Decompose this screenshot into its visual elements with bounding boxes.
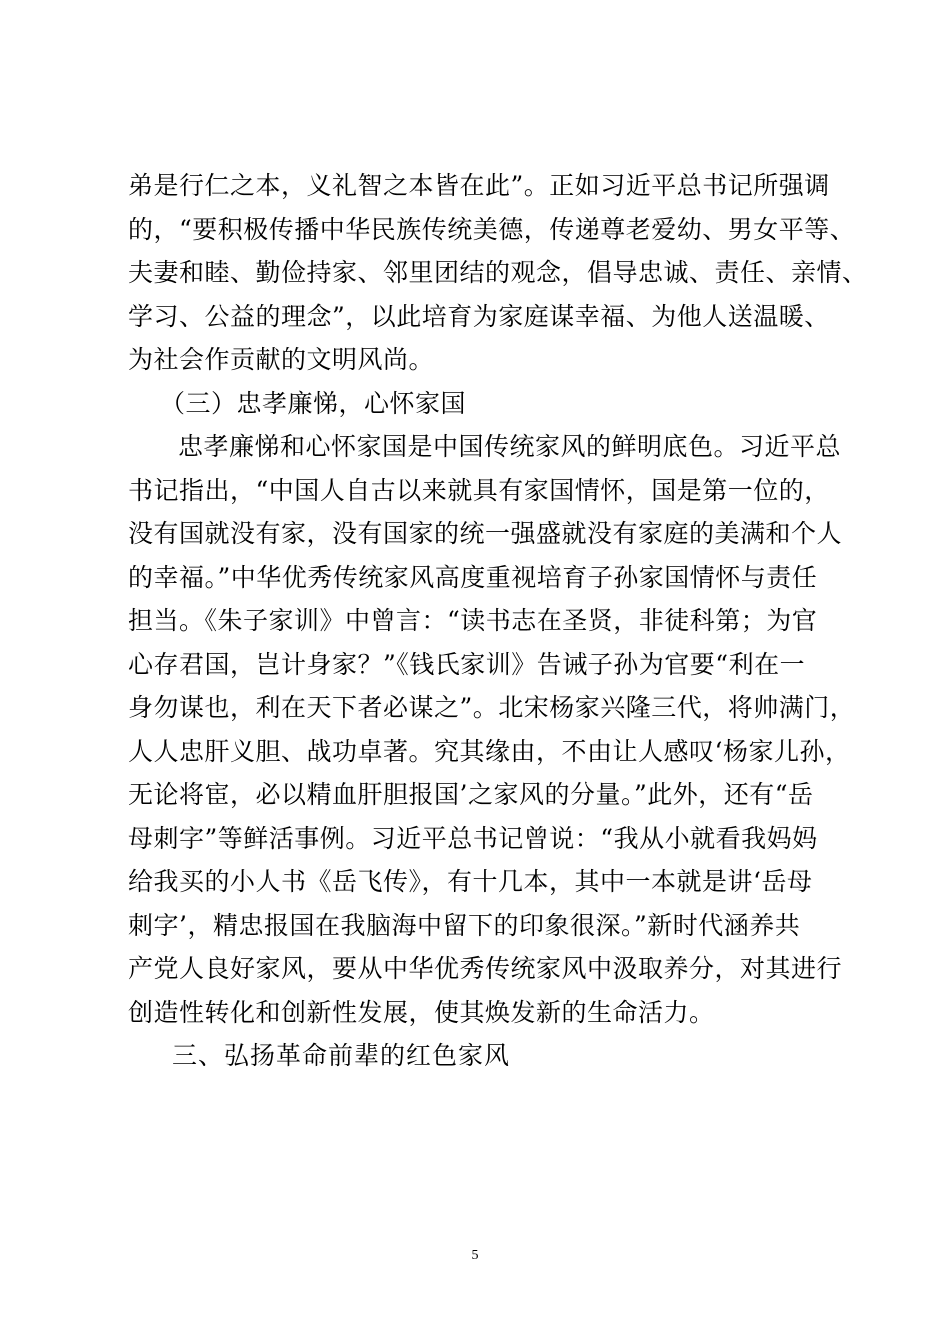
paragraph-2-line-8: 人人忠肝义胆、战功卓著。究其缘由，不由让人感叹‘杨家儿孙，: [128, 737, 851, 766]
paragraph-2-line-13: 产党人良好家风，要从中华优秀传统家风中汲取养分，对其进行: [128, 954, 843, 983]
paragraph-2-line-14: 创造性转化和创新性发展，使其焕发新的生命活力。: [128, 998, 715, 1027]
paragraph-1-line-5: 为社会作贡献的文明风尚。: [128, 345, 435, 374]
paragraph-2-line-9: 无论将宦，必以精血肝胆报国’之家风的分量。”此外，还有“岳: [128, 780, 814, 809]
page-number: 5: [471, 1248, 479, 1263]
paragraph-2-line-10: 母刺字”等鲜活事例。习近平总书记曾说：“我从小就看我妈妈: [128, 824, 818, 853]
paragraph-2-line-1: 忠孝廉悌和心怀家国是中国传统家风的鲜明底色。习近平总: [178, 432, 842, 461]
paragraph-1-line-2: 的，“要积极传播中华民族传统美德，传递尊老爱幼、男女平等、: [128, 215, 856, 244]
paragraph-1-line-3: 夫妻和睦、勤俭持家、邻里团结的观念，倡导忠诚、责任、亲情、: [128, 258, 868, 287]
paragraph-2-line-6: 心存君国，岂计身家？”《钱氏家训》告诫子孙为官要“利在一: [128, 650, 806, 679]
paragraph-1-line-1: 弟是行仁之本，义礼智之本皆在此”。正如习近平总书记所强调: [128, 171, 830, 200]
paragraph-2-line-4: 的幸福。”中华优秀传统家风高度重视培育子孙家国情怀与责任: [128, 563, 818, 592]
paragraph-2-line-12: 刺字’，精忠报国在我脑海中留下的印象很深。”新时代涵养共: [128, 911, 801, 940]
section-heading-three: 三、弘扬革命前辈的红色家风: [172, 1041, 511, 1070]
subheading-three: （三）忠孝廉悌，心怀家国: [160, 389, 467, 418]
paragraph-2-line-2: 书记指出，“中国人自古以来就具有家国情怀，国是第一位的，: [128, 476, 830, 505]
paragraph-2-line-11: 给我买的小人书《岳飞传》，有十几本，其中一本就是讲‘岳母: [128, 867, 813, 896]
paragraph-1-line-4: 学习、公益的理念”，以此培育为家庭谋幸福、为他人送温暖、: [128, 302, 830, 331]
paragraph-2-line-7: 身勿谋也，利在天下者必谋之”。北宋杨家兴隆三代，将帅满门，: [128, 693, 856, 722]
paragraph-2-line-3: 没有国就没有家，没有国家的统一强盛就没有家庭的美满和个人: [128, 519, 843, 548]
paragraph-2-line-5: 担当。《朱子家训》中曾言：“读书志在圣贤，非徒科第；为官: [128, 606, 818, 635]
